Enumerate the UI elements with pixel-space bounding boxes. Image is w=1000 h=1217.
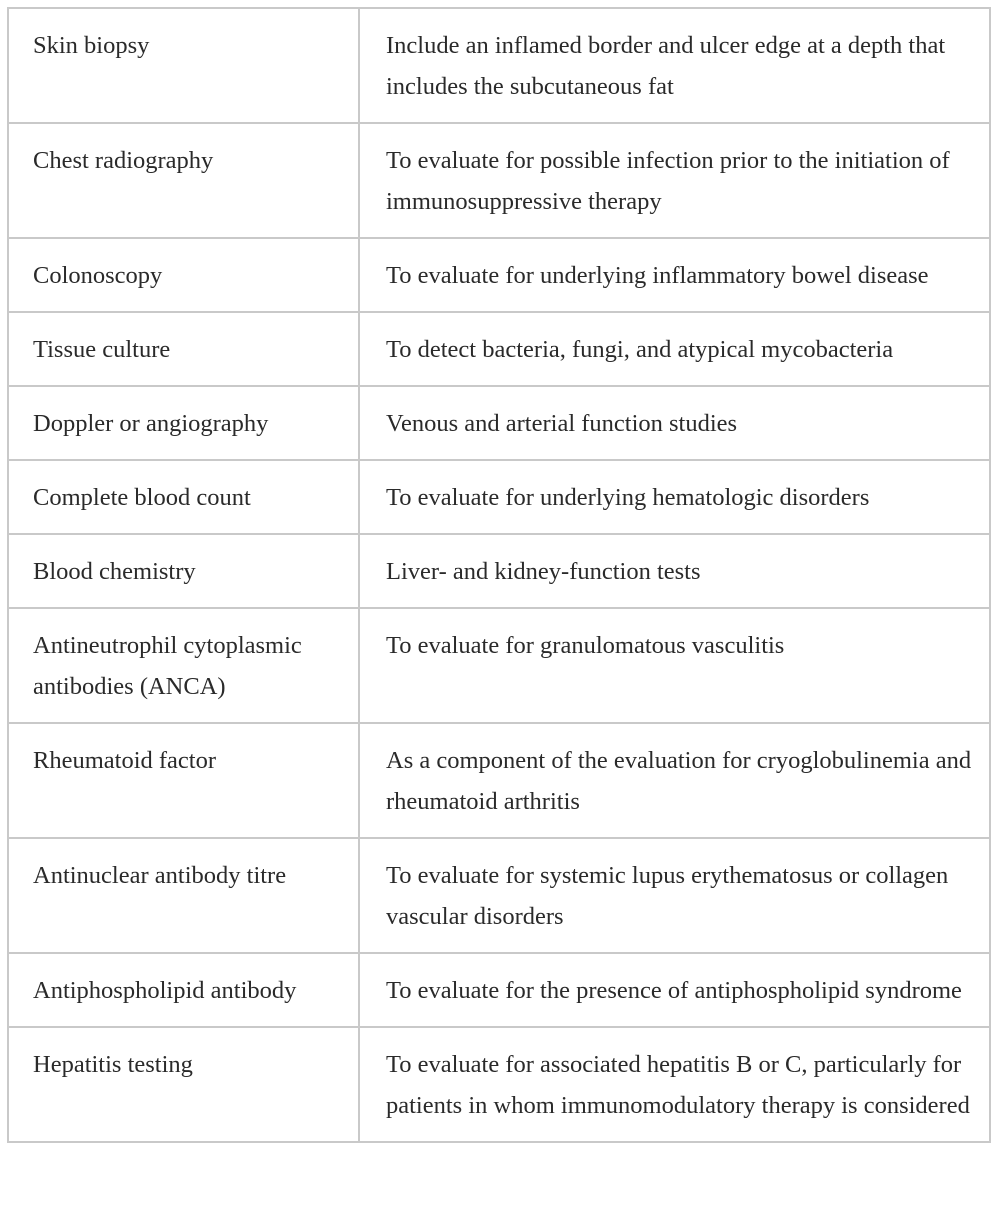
table-row [8, 312, 990, 386]
table-row [8, 386, 990, 460]
table-row [8, 238, 990, 312]
table-row [8, 534, 990, 608]
table-row [8, 1027, 990, 1142]
table-row [8, 8, 990, 123]
test-purpose-cell: To evaluate for the presence of antiphospholipid syndrome [359, 953, 990, 1027]
table-row [8, 723, 990, 838]
test-name-cell: Chest radiography [8, 123, 359, 238]
test-name-cell: Blood chemistry [8, 534, 359, 608]
test-name-cell: Colonoscopy [8, 238, 359, 312]
test-name-cell: Complete blood count [8, 460, 359, 534]
test-purpose-cell: To detect bacteria, fungi, and atypical mycobacteria [359, 312, 990, 386]
table-row [8, 460, 990, 534]
test-name-cell: Hepatitis testing [8, 1027, 359, 1142]
test-name-cell: Skin biopsy [8, 8, 359, 123]
table-body [8, 8, 990, 1142]
test-name-cell: Rheumatoid factor [8, 723, 359, 838]
test-purpose-cell: Include an inflamed border and ulcer edge at a depth that includes the subcutaneous fat [359, 8, 990, 123]
test-name-cell: Tissue culture [8, 312, 359, 386]
test-name-cell: Antinuclear antibody titre [8, 838, 359, 953]
test-purpose-cell: To evaluate for systemic lupus erythematosus or collagen vascular disorders [359, 838, 990, 953]
table-row [8, 838, 990, 953]
test-name-cell: Antiphospholipid antibody [8, 953, 359, 1027]
table-row [8, 953, 990, 1027]
test-purpose-cell: As a component of the evaluation for cryoglobulinemia and rheumatoid arthritis [359, 723, 990, 838]
test-purpose-cell: To evaluate for granulomatous vasculitis [359, 608, 990, 723]
test-purpose-cell: To evaluate for underlying hematologic disorders [359, 460, 990, 534]
test-purpose-cell: To evaluate for associated hepatitis B or C, particularly for patients in whom immunomodulatory therapy is considered [359, 1027, 990, 1142]
test-purpose-cell: Venous and arterial function studies [359, 386, 990, 460]
test-purpose-cell: To evaluate for possible infection prior to the initiation of immunosuppressive therapy [359, 123, 990, 238]
diagnostic-tests-table [7, 7, 991, 1143]
test-name-cell: Doppler or angiography [8, 386, 359, 460]
test-purpose-cell: Liver- and kidney-function tests [359, 534, 990, 608]
test-name-cell: Antineutrophil cytoplasmic antibodies (ANCA) [8, 608, 359, 723]
test-purpose-cell: To evaluate for underlying inflammatory bowel disease [359, 238, 990, 312]
table-row [8, 608, 990, 723]
table-row [8, 123, 990, 238]
